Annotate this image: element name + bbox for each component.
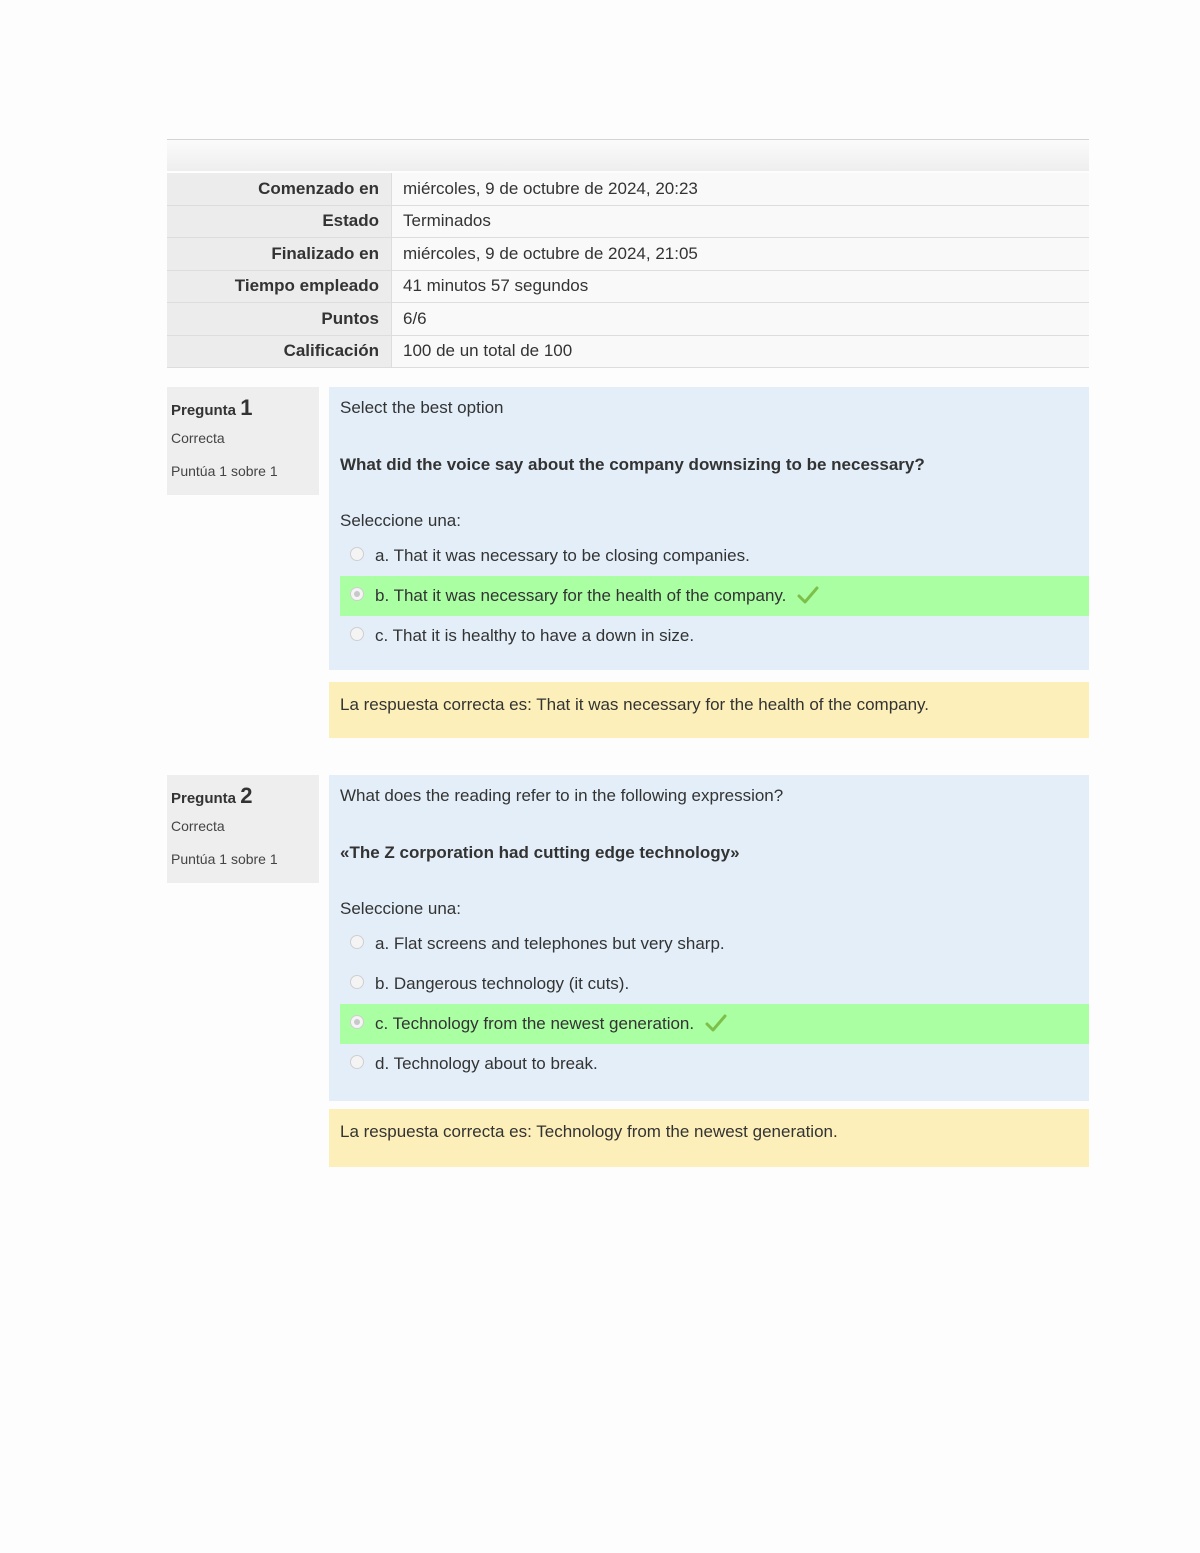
radio-icon[interactable]	[350, 1055, 364, 1069]
question-state: Correcta	[171, 818, 225, 834]
summary-value: miércoles, 9 de octubre de 2024, 20:23	[392, 173, 1090, 206]
option-label: c. That it is healthy to have a down in size.	[375, 626, 695, 645]
answer-prompt: Seleccione una:	[340, 511, 461, 530]
answer-option-a[interactable]	[340, 536, 1089, 576]
answer-option-d[interactable]	[340, 1044, 1089, 1084]
question-number	[171, 781, 319, 814]
radio-icon[interactable]	[350, 1015, 364, 1029]
question-formulation	[329, 775, 1089, 1101]
summary-row	[167, 335, 1089, 368]
check-icon	[705, 1013, 727, 1033]
question-text: «The Z corporation had cutting edge technology»	[340, 843, 740, 862]
question-number	[171, 393, 319, 426]
question-number-value: 2	[240, 783, 253, 808]
radio-icon[interactable]	[350, 935, 364, 949]
summary-label: Tiempo empleado	[167, 270, 392, 303]
summary-label: Puntos	[167, 303, 392, 336]
option-label: c. Technology from the newest generation.	[375, 1014, 695, 1033]
question-info	[167, 387, 319, 495]
question-text: What did the voice say about the company downsizing to be necessary?	[340, 455, 925, 474]
option-label: d. Technology about to break.	[375, 1054, 598, 1073]
summary-value: 41 minutos 57 segundos	[392, 270, 1090, 303]
answer-option-c[interactable]	[340, 1004, 1089, 1044]
summary-value: Terminados	[392, 205, 1090, 238]
question-state: Correcta	[171, 430, 225, 446]
radio-icon[interactable]	[350, 627, 364, 641]
summary-label: Calificación	[167, 335, 392, 368]
question-label: Pregunta	[171, 402, 237, 419]
question-formulation	[329, 387, 1089, 670]
attempt-summary-table	[167, 172, 1089, 368]
answer-option-a[interactable]	[340, 924, 1089, 964]
option-label: b. That it was necessary for the health of the company.	[375, 586, 787, 605]
summary-label: Comenzado en	[167, 173, 392, 206]
answer-option-c[interactable]	[340, 616, 1089, 656]
question-grade: Puntúa 1 sobre 1	[171, 851, 278, 867]
summary-row	[167, 173, 1089, 206]
check-icon	[797, 585, 819, 605]
question-instruction: What does the reading refer to in the following expression?	[340, 786, 784, 805]
radio-icon[interactable]	[350, 587, 364, 601]
summary-label: Estado	[167, 205, 392, 238]
answer-options	[340, 924, 1089, 1084]
radio-icon[interactable]	[350, 975, 364, 989]
correct-answer-feedback: La respuesta correcta es: That it was necessary for the health of the company.	[329, 682, 1089, 738]
answer-options	[340, 536, 1089, 656]
summary-value: 6/6	[392, 303, 1090, 336]
answer-option-b[interactable]	[340, 576, 1089, 616]
radio-icon[interactable]	[350, 547, 364, 561]
header-bar	[167, 139, 1089, 171]
option-label: b. Dangerous technology (it cuts).	[375, 974, 630, 993]
answer-option-b[interactable]	[340, 964, 1089, 1004]
option-label: a. That it was necessary to be closing companies.	[375, 546, 750, 565]
summary-value: miércoles, 9 de octubre de 2024, 21:05	[392, 238, 1090, 271]
correct-answer-feedback: La respuesta correcta es: Technology from the newest generation.	[329, 1109, 1089, 1167]
question-instruction: Select the best option	[340, 398, 504, 417]
summary-row	[167, 205, 1089, 238]
summary-label: Finalizado en	[167, 238, 392, 271]
option-label: a. Flat screens and telephones but very sharp.	[375, 934, 725, 953]
question-grade: Puntúa 1 sobre 1	[171, 463, 278, 479]
question-info	[167, 775, 319, 883]
question-number-value: 1	[240, 395, 253, 420]
answer-prompt: Seleccione una:	[340, 899, 461, 918]
summary-value: 100 de un total de 100	[392, 335, 1090, 368]
summary-row	[167, 270, 1089, 303]
summary-row	[167, 303, 1089, 336]
question-label: Pregunta	[171, 790, 237, 807]
summary-row	[167, 238, 1089, 271]
quiz-review	[167, 139, 1089, 1141]
